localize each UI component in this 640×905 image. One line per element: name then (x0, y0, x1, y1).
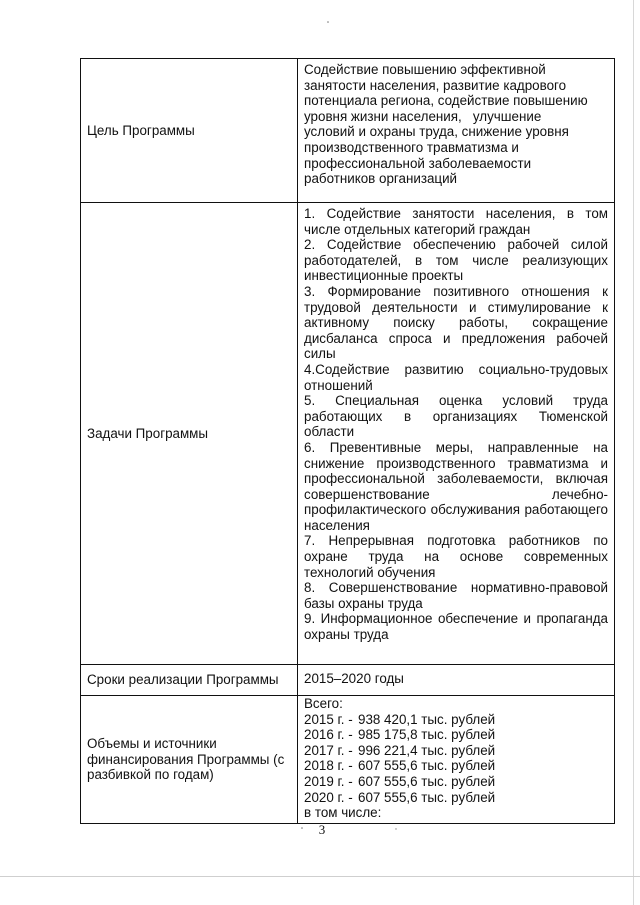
task-item: 7. Непрерывная подготовка работников по охране труда на основе современных технологий обучения (304, 533, 608, 580)
funding-year: 2020 г. - (304, 789, 353, 805)
goal-line: производственного травматизма и (304, 139, 519, 155)
funding-label: Объемы и источники финансирования Программы (с разбивкой по годам) (81, 696, 298, 824)
funding-amount: 938 420,1 тыс. рублей (358, 711, 496, 727)
funding-year: 2015 г. - (304, 711, 353, 727)
task-item: 6. Превентивные меры, направленные на снижение производственного травматизма и профессиональной заболеваемости, включая совершенствование лечебно-профилактического обслуживания работающего населения (304, 439, 608, 533)
scan-speck (327, 21, 329, 23)
funding-amount: 985 175,8 тыс. рублей (358, 727, 496, 743)
task-item: 4.Содействие развитию социально-трудовых отношений (304, 361, 608, 393)
page-number: 3 (318, 822, 326, 837)
goal-line: профессиональной заболеваемости (304, 155, 532, 171)
task-item: 8. Совершенствование нормативно-правовой базы охраны труда (304, 580, 608, 611)
term-label: Сроки реализации Программы (81, 665, 298, 696)
funding-amount: 996 221,4 тыс. рублей (358, 742, 496, 758)
scan-speck (301, 827, 303, 829)
term-value: 2015–2020 годы (298, 665, 615, 696)
funding-amount: 607 555,6 тыс. рублей (358, 758, 496, 774)
scan-speck (395, 828, 396, 829)
goal-line: работников организаций (304, 171, 458, 187)
funding-amount: 607 555,6 тыс. рублей (358, 789, 496, 805)
goal-line: условий и охраны труда, снижение уровня (304, 124, 569, 140)
funding-total-label: Всего: (304, 696, 343, 711)
task-item: 5. Специальная оценка условий труда работающих в организациях Тюменской области (304, 393, 608, 440)
goal-line: уровня жизни населения, улучшение (304, 108, 542, 124)
funding-year: 2018 г. - (304, 758, 353, 774)
funding-amount: 607 555,6 тыс. рублей (358, 773, 496, 789)
funding-year: 2016 г. - (304, 727, 353, 743)
goal-line: Содействие повышению эффективной (304, 62, 546, 77)
funding-year: 2019 г. - (304, 773, 353, 789)
goal-label: Цель Программы (81, 59, 298, 203)
task-item: 1. Содействие занятости населения, в том числе отдельных категорий граждан (304, 206, 608, 237)
goal-line: потенциала региона, содействие повышению (304, 93, 588, 109)
funding-year: 2017 г. - (304, 742, 353, 758)
funding-including-label: в том числе: (304, 805, 382, 821)
task-item: 9. Информационное обеспечение и пропаганда охраны труда (304, 611, 608, 643)
task-item: 3. Формирование позитивного отношения к трудовой деятельности и стимулирование к активному поиску работы, сокращение дисбаланса спроса и предложения рабочей силы (304, 283, 608, 362)
tasks-label: Задачи Программы (81, 203, 298, 665)
task-item: 2. Содействие обеспечению рабочей силой работодателей, в том числе реализующих инвестиционные проекты (304, 237, 608, 284)
goal-line: занятости населения, развитие кадрового (304, 77, 567, 93)
